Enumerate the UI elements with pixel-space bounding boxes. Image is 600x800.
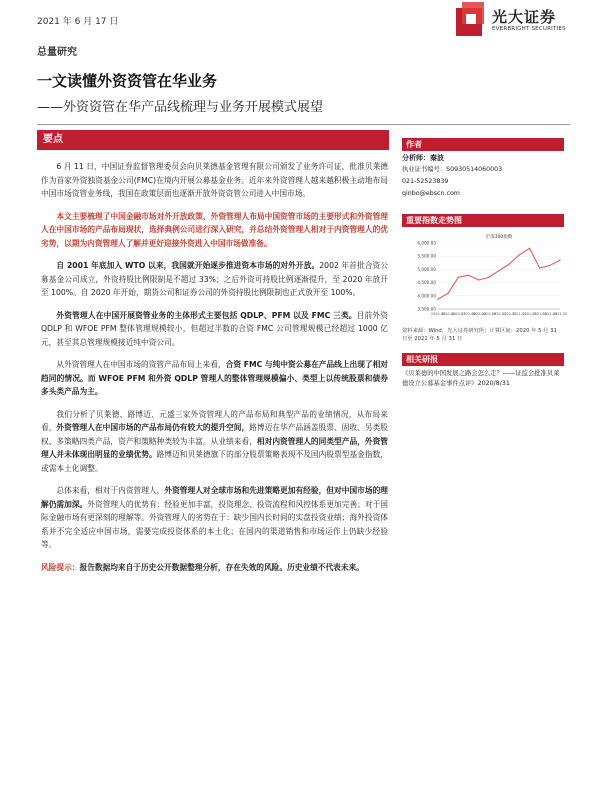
paragraph-5-bold: 合资 FMC 与纯中资公募在产品线上出现了相对趋同的情况。而 WFOE PFM 和外资 QDLP 管理人的整体管理规模偏小、类型上以传统股票和债券多头类产品为主。 bbox=[41, 360, 388, 396]
paragraph-5 bbox=[41, 358, 388, 399]
x-tick-label: 2020-12 bbox=[502, 312, 517, 316]
paragraph-3-bold: 自 2001 年底加入 WTO 以来，我国就开始逐步推进资本市场的对外开放。 bbox=[56, 261, 320, 270]
data-point bbox=[468, 275, 469, 276]
paragraph-7-text-2: 外资管理人的优势有：经验更加丰富，投资理念、投资流程和风控体系更加完善；对于国际金融市场有更深刻的理解等。外资管理人的劣势在于：缺少国内长时间的实盘投资业绩；海外投资体系并不完全适应中国市场，需要完成投资体系的本土化；在国内的渠道销售和市场运作上仍缺少经验等。 bbox=[41, 499, 388, 549]
y-tick-label: 5,000.00 bbox=[417, 266, 436, 272]
paragraph-7-bold: 外资管理人对全球市场和先进策略更加有经验，但对中国市场的理解仍需加深。 bbox=[41, 486, 388, 509]
data-point bbox=[458, 277, 459, 278]
x-tick-label: 2021-03 bbox=[532, 312, 547, 316]
data-point bbox=[559, 260, 560, 261]
report-subtitle: ——外资资管在华产品线梳理与业务开展模式展望 bbox=[37, 100, 324, 115]
x-tick-label: 2021-04 bbox=[542, 312, 557, 316]
x-tick-label: 2021-05 bbox=[552, 312, 568, 316]
index-chart-svg bbox=[402, 229, 568, 321]
paragraph-3-text: 2002 年首批合资公募基金公司成立，外资持股比例限制是不超过 33%；之后外资可持股比例逐渐提升，至 2020 年放开至 100%。自 2020 年开始，期货公司和证券公司的外资持股比例限制也正式放开至 100%。 bbox=[41, 261, 388, 297]
related-report[interactable]: 《贝莱德的中国发展之路会怎么走？——证监会批准贝莱德设立公募基金事件点评》2020/8/31 bbox=[402, 370, 560, 387]
data-point bbox=[549, 265, 550, 266]
paragraph-4 bbox=[41, 309, 388, 350]
series-line bbox=[438, 248, 560, 299]
paragraph-7-text: 总体来看，相对于内资管理人， bbox=[56, 486, 165, 495]
everbright-logo-icon bbox=[454, 2, 488, 38]
author-header: 作者 bbox=[402, 138, 564, 151]
index-chart-header: 重要指数走势图 bbox=[402, 214, 564, 227]
data-point bbox=[539, 267, 540, 268]
paragraph-3 bbox=[41, 259, 388, 300]
analyst-name: 分析师：秦波 bbox=[402, 154, 444, 162]
x-tick-label: 2020-07 bbox=[451, 312, 466, 316]
data-point bbox=[529, 248, 530, 249]
data-point bbox=[448, 293, 449, 294]
report-title: 一文读懂外资资管在华业务 bbox=[37, 72, 218, 90]
chart-source: 资料来源：Wind，光大证券研究所；计算区间：2020 年 5 月 31 日至 2021 年 5 月 31 日 bbox=[402, 328, 557, 342]
paragraph-2: 本文主要梳理了中国金融市场对外开放政策、外资管理人布局中国资管市场的主要形式和外资管理人在中国市场的产品布局现状，选择典例公司进行深入研究，并总结外资管理人相对于内资管理人的优劣势，以期为内资管理人了解并更好迎接外资进入中国市场做准备。 bbox=[41, 211, 388, 248]
paragraph-6-text-2: 路博迈在华产品涵盖股票、固收、另类股权、多策略四类产品，资产和策略种类较为丰富。从业绩来看， bbox=[41, 423, 388, 446]
risk-text: 报告数据均来自于历史公开数据整理分析，存在失效的风险。历史业绩不代表未来。 bbox=[79, 562, 364, 572]
related-reports-header: 相关研报 bbox=[402, 353, 564, 366]
report-date: 2021 年 6 月 17 日 bbox=[37, 17, 119, 27]
paragraph-5-text: 从外资管理人在中国市场的资管产品布局上来看， bbox=[56, 360, 226, 369]
x-tick-label: 2021-02 bbox=[522, 312, 537, 316]
author-info bbox=[402, 152, 567, 200]
company-logo bbox=[454, 2, 594, 40]
paragraph-7 bbox=[41, 484, 388, 552]
y-tick-label: 5,500.00 bbox=[417, 253, 436, 259]
x-tick-label: 2020-05 bbox=[430, 312, 446, 316]
key-points-body bbox=[41, 160, 388, 574]
index-chart bbox=[402, 229, 568, 321]
x-tick-label: 2020-06 bbox=[441, 312, 456, 316]
chart-title: 沪深300指数 bbox=[485, 235, 513, 240]
data-point bbox=[478, 279, 479, 280]
title-divider bbox=[37, 124, 570, 125]
report-category: 总量研究 bbox=[37, 47, 77, 58]
paragraph-6-text: 我们分析了贝莱德、路博迈、元盛三家外资管理人的产品布局和典型产品的业绩情况，从布局来看， bbox=[41, 409, 388, 432]
data-point bbox=[488, 277, 489, 278]
paragraph-4-bold: 外资管理人在中国开展资管业务的主体形式主要包括 QDLP、PFM 以及 FMC 三类。 bbox=[56, 310, 357, 320]
y-tick-label: 4,000.00 bbox=[417, 293, 436, 299]
key-points-header: 要点 bbox=[37, 130, 389, 150]
x-tick-label: 2020-11 bbox=[491, 312, 507, 316]
y-tick-label: 6,000.00 bbox=[417, 240, 436, 246]
data-point bbox=[437, 299, 438, 300]
x-tick-label: 2020-10 bbox=[481, 312, 496, 316]
paragraph-6-bold-1: 外资管理人在中国市场的产品布局仍有较大的提升空间， bbox=[56, 423, 250, 432]
logo-text-en: EVERBRIGHT SECURITIES bbox=[492, 26, 566, 32]
analyst-phone: 021-52523839 bbox=[402, 178, 449, 185]
paragraph-1: 6 月 11 日，中国证券监督管理委员会向贝莱德基金管理有限公司颁发了业务许可证，批准贝莱德作为首家外资独资基金公司(FMC)在境内开展公募基金业务。近年来外资管理人越来越积极主动地布局中国市场资管业务线，我国在政策层面也逐渐开放外资资管公司进入中国市场。 bbox=[41, 162, 388, 198]
data-point bbox=[509, 264, 510, 265]
paragraph-4-text: 目前外资 QDLP 和 WFOE PFM 整体管理规模较小，但超过半数的合资 FMC 公司管理规模已经超过 1000 亿元，甚至其总管理规模接近纯中资公司。 bbox=[41, 310, 388, 347]
paragraph-6-bold-2: 相对内资管理人的同类型产品，外资管理人并未体现出明显的业绩优势。 bbox=[41, 436, 388, 459]
data-point bbox=[519, 254, 520, 255]
paragraph-6-text-3: 路博迈和贝莱德旗下的部分股票策略表现不及国内股票型基金指数，或需本土化调整。 bbox=[41, 450, 388, 473]
y-tick-label: 4,500.00 bbox=[417, 280, 436, 286]
risk-warning bbox=[41, 561, 388, 575]
x-tick-label: 2021-01 bbox=[512, 312, 527, 316]
x-tick-label: 2020-09 bbox=[471, 312, 486, 316]
analyst-email[interactable]: qinbo@ebscn.com bbox=[402, 190, 460, 197]
x-tick-label: 2020-08 bbox=[461, 312, 476, 316]
risk-label: 风险提示： bbox=[41, 562, 80, 572]
y-tick-label: 3,500.00 bbox=[417, 306, 436, 312]
license-number: 执业证书编号：S0930514060003 bbox=[402, 166, 503, 173]
logo-text: 光大证券 bbox=[492, 8, 557, 26]
data-point bbox=[498, 270, 499, 271]
paragraph-6 bbox=[41, 408, 388, 476]
